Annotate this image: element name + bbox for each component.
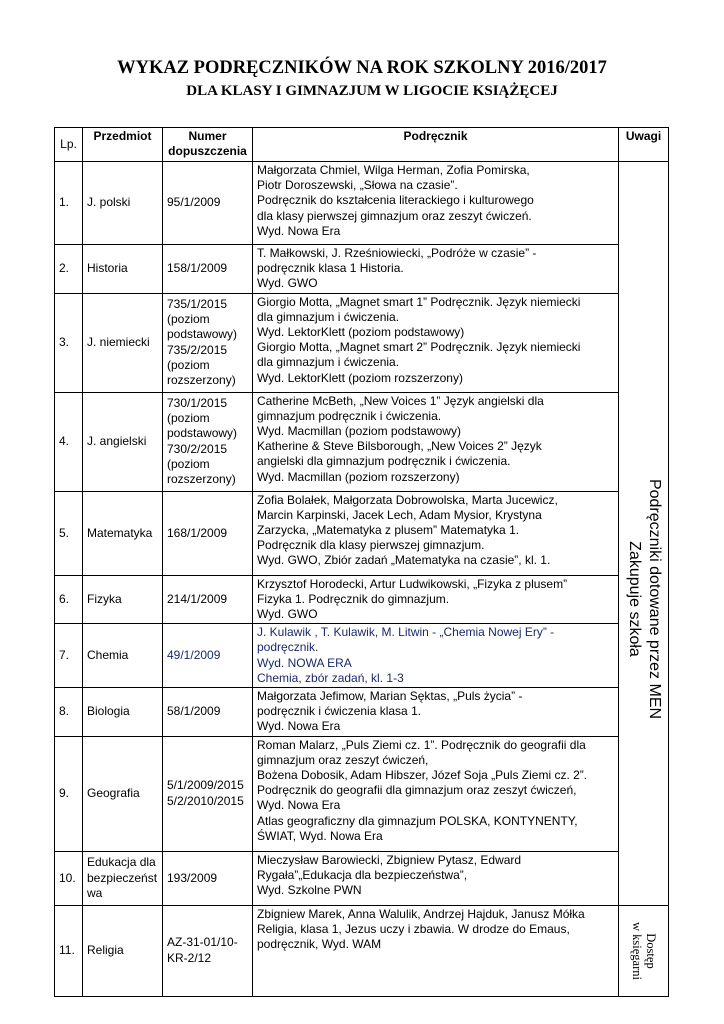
book-line: ŚWIAT, Wyd. Nowa Era xyxy=(257,828,383,843)
subject-line: Biologia xyxy=(87,704,130,719)
book-line: Wyd. GWO xyxy=(257,607,318,622)
subject-line: Chemia xyxy=(87,648,129,663)
number-line: (poziom xyxy=(167,357,210,372)
book-line: Atlas geograficzny dla gimnazjum POLSKA, KONTYNENTY, xyxy=(257,813,578,828)
row-number xyxy=(163,851,253,905)
row-number xyxy=(163,162,253,245)
book-line: Małgorzata Jefimow, Marian Sęktas, „Puls życia” - xyxy=(257,689,523,704)
row-subject xyxy=(83,245,163,294)
row-subject xyxy=(83,162,163,245)
book-line: Piotr Doroszewski, „Słowa na czasie”. xyxy=(257,178,458,193)
row-lp: 6. xyxy=(55,575,83,624)
page-title: WYKAZ PODRĘCZNIKÓW NA ROK SZKOLNY 2016/2017 xyxy=(117,58,607,78)
number-line: podstawowy) xyxy=(167,426,238,441)
notes-funded-cell xyxy=(619,293,669,905)
number-line: 193/2009 xyxy=(167,870,218,885)
number-line: 730/2/2015 xyxy=(167,441,228,456)
page-subtitle: DLA KLASY I GIMNAZJUM W LIGOCIE KSIĄŻĘCEJ xyxy=(186,83,558,99)
book-line: podręcznik i ćwiczenia klasa 1. xyxy=(257,704,422,719)
book-line: Wyd. Szkolne PWN xyxy=(257,883,362,898)
header-notes: Uwagi xyxy=(619,128,669,162)
book-line: Roman Malarz, „Puls Ziemi cz. 1”. Podręcznik do geografii dla xyxy=(257,737,586,752)
book-line: Zbigniew Marek, Anna Walulik, Andrzej Hajduk, Janusz Mółka xyxy=(257,906,585,921)
row-number xyxy=(163,575,253,624)
book-line: angielski dla gimnazjum podręcznik i ćwiczenia. xyxy=(257,454,511,469)
row-book xyxy=(253,293,619,392)
row-book xyxy=(253,162,619,245)
row-lp: 4. xyxy=(55,392,83,491)
table-row xyxy=(55,162,669,245)
header-number-line2: dopuszczenia xyxy=(168,144,247,159)
number-line: 58/1/2009 xyxy=(167,704,221,719)
number-line: (poziom xyxy=(167,312,210,327)
number-line: 735/2/2015 xyxy=(167,342,228,357)
book-line: dla gimnazjum i ćwiczenia. xyxy=(257,309,400,324)
notes-religion-line2: w księgarni xyxy=(629,921,644,980)
book-line: Religia, klasa 1, Jezus uczy i zbawia. W drodze do Emaus, xyxy=(257,921,570,936)
header-lp: Lp. xyxy=(55,128,83,162)
subject-line: J. niemiecki xyxy=(87,335,150,349)
book-line: dla gimnazjum i ćwiczenia. xyxy=(257,355,400,370)
book-line: podręcznik, Wyd. WAM xyxy=(257,937,382,952)
row-book xyxy=(253,736,619,851)
table-row xyxy=(55,293,669,392)
textbook-table xyxy=(54,127,669,997)
number-line: (poziom xyxy=(167,411,210,426)
notes-religion-line1: Dostęp xyxy=(643,932,658,969)
book-line: Mieczysław Barowiecki, Zbigniew Pytasz, Edward xyxy=(257,852,522,867)
row-number xyxy=(163,293,253,392)
number-line: 214/1/2009 xyxy=(167,591,228,606)
subject-line: bezpieczeńst xyxy=(87,870,158,885)
row-lp: 1. xyxy=(55,162,83,245)
number-line: 95/1/2009 xyxy=(167,195,221,210)
header-number xyxy=(163,128,253,162)
number-line: (poziom xyxy=(167,456,210,471)
table-row xyxy=(55,392,669,491)
header-book: Podręcznik xyxy=(253,128,619,162)
row-lp: 7. xyxy=(55,624,83,688)
subject-line: Religia xyxy=(87,943,124,958)
row-number xyxy=(163,688,253,737)
row-subject xyxy=(83,293,163,392)
row-lp: 5. xyxy=(55,491,83,575)
book-line: podręcznik. xyxy=(257,640,319,655)
header-subject: Przedmiot xyxy=(83,128,163,162)
row-lp: 9. xyxy=(55,736,83,851)
row-book xyxy=(253,491,619,575)
row-subject xyxy=(83,624,163,688)
book-line: Zofia Bolałek, Małgorzata Dobrowolska, Marta Jucewicz, xyxy=(257,492,558,507)
number-line: 158/1/2009 xyxy=(167,261,228,276)
book-line: Giorgio Motta, „Magnet smart 2” Podręcznik. Język niemiecki xyxy=(257,340,581,355)
subject-line: Matematyka xyxy=(87,525,153,540)
row-subject xyxy=(83,575,163,624)
row-subject xyxy=(83,392,163,491)
notes-empty-cell xyxy=(619,162,669,245)
table-header-row xyxy=(55,128,669,162)
number-line: 735/1/2015 xyxy=(167,297,228,311)
row-lp: 2. xyxy=(55,245,83,294)
subject-line: Fizyka xyxy=(87,591,122,606)
notes-funded-line1: Podręczniki dotowane przez MEN xyxy=(645,478,663,719)
number-line: 5/2/2010/2015 xyxy=(167,793,244,808)
table-row xyxy=(55,245,669,294)
row-number xyxy=(163,245,253,294)
subject-line: Geografia xyxy=(87,786,140,801)
table-row xyxy=(55,624,669,688)
row-subject xyxy=(83,736,163,851)
number-line: KR-2/12 xyxy=(167,950,212,965)
book-line: Wyd. Nowa Era xyxy=(257,719,341,734)
row-number xyxy=(163,624,253,688)
number-line: AZ-31-01/10- xyxy=(167,935,238,950)
number-line: 168/1/2009 xyxy=(167,525,228,540)
book-line: dla klasy pierwszej gimnazjum oraz zeszyt ćwiczeń. xyxy=(257,208,532,223)
row-book xyxy=(253,905,619,996)
book-line: Chemia, zbór zadań, kl. 1-3 xyxy=(257,670,404,685)
number-line: rozszerzony) xyxy=(167,472,236,487)
row-lp: 10. xyxy=(55,851,83,905)
book-line: gimnazjum oraz zeszyt ćwiczeń, xyxy=(257,752,429,767)
book-line: Wyd. GWO xyxy=(257,276,318,291)
book-line: Zarzycka, „Matematyka z plusem” Matematyka 1. xyxy=(257,523,520,538)
number-line: 5/1/2009/2015 xyxy=(167,778,244,793)
row-number xyxy=(163,736,253,851)
number-line: podstawowy) xyxy=(167,327,238,342)
number-line: rozszerzony) xyxy=(167,373,236,388)
row-lp: 11. xyxy=(55,905,83,996)
book-line: Wyd. LektorKlett (poziom rozszerzony) xyxy=(257,370,463,385)
notes-funded-text xyxy=(624,479,664,719)
notes-religion-cell xyxy=(619,905,669,996)
table-row xyxy=(55,688,669,737)
notes-funded-line2: Zakupuje szkoła xyxy=(625,541,643,657)
row-subject xyxy=(83,491,163,575)
subject-line: J. polski xyxy=(87,195,131,210)
book-line: Wyd. NOWA ERA xyxy=(257,655,352,670)
book-line: Wyd. Macmillan (poziom podstawowy) xyxy=(257,424,461,439)
row-subject xyxy=(83,851,163,905)
number-line: 730/1/2015 xyxy=(167,396,228,410)
header-number-line1: Numer xyxy=(188,129,227,143)
book-line: Marcin Karpinski, Jacek Lech, Adam Mysior, Krystyna xyxy=(257,507,542,522)
book-line: Giorgio Motta, „Magnet smart 1” Podręcznik. Język niemiecki xyxy=(257,294,581,309)
book-line: T. Małkowski, J. Rześniowiecki, „Podróże w czasie” - xyxy=(257,246,537,260)
book-line: Catherine McBeth, „New Voices 1” Język angielski dla xyxy=(257,393,544,408)
table-row xyxy=(55,491,669,575)
book-line: Podręcznik do geografii dla gimnazjum oraz zeszyt ćwiczeń, xyxy=(257,783,577,798)
book-line: Wyd. LektorKlett (poziom podstawowy) xyxy=(257,325,465,340)
book-line: J. Kulawik , T. Kulawik, M. Litwin - „Chemia Nowej Ery” - xyxy=(257,625,555,640)
row-lp: 8. xyxy=(55,688,83,737)
book-line: Małgorzata Chmiel, Wilga Herman, Zofia Pomirska, xyxy=(257,163,530,177)
row-lp: 3. xyxy=(55,293,83,392)
book-line: gimnazjum podręcznik i ćwiczenia. xyxy=(257,408,442,423)
notes-empty-cell xyxy=(619,245,669,294)
table-row xyxy=(55,851,669,905)
row-book xyxy=(253,245,619,294)
row-number xyxy=(163,392,253,491)
row-book xyxy=(253,851,619,905)
table-row xyxy=(55,905,669,996)
row-subject xyxy=(83,905,163,996)
book-line: Bożena Dobosik, Adam Hibszer, Józef Soja „Puls Ziemi cz. 2”. xyxy=(257,768,588,783)
row-number xyxy=(163,905,253,996)
subject-line: J. angielski xyxy=(87,434,147,448)
book-line: Podręcznik dla klasy pierwszej gimnazjum. xyxy=(257,538,485,553)
row-number xyxy=(163,491,253,575)
book-line: Katherine & Steve Bilsborough, „New Voices 2” Język xyxy=(257,439,542,454)
book-line: Podręcznik do kształcenia literackiego i kulturowego xyxy=(257,193,534,208)
table-row xyxy=(55,575,669,624)
subject-line: Edukacja dla xyxy=(87,855,156,870)
book-line: Wyd. Nowa Era xyxy=(257,223,341,238)
book-line: Wyd. GWO, Zbiór zadań „Matematyka na czasie”, kl. 1. xyxy=(257,553,551,568)
book-line: podręcznik klasa 1 Historia. xyxy=(257,261,404,276)
subject-line: Historia xyxy=(87,261,128,276)
book-line: Rygała”„Edukacja dla bezpieczeństwa”, xyxy=(257,867,468,882)
book-line: Wyd. Nowa Era xyxy=(257,798,341,813)
table-row xyxy=(55,736,669,851)
notes-religion-text xyxy=(630,922,658,980)
row-book xyxy=(253,575,619,624)
book-line: Fizyka 1. Podręcznik do gimnazjum. xyxy=(257,591,450,606)
row-book xyxy=(253,688,619,737)
number-line: 49/1/2009 xyxy=(167,648,221,663)
book-line: Krzysztof Horodecki, Artur Ludwikowski, „Fizyka z plusem” xyxy=(257,576,568,591)
row-book xyxy=(253,392,619,491)
subject-line: wa xyxy=(87,885,103,900)
row-book xyxy=(253,624,619,688)
row-subject xyxy=(83,688,163,737)
book-line: Wyd. Macmillan (poziom rozszerzony) xyxy=(257,469,460,484)
